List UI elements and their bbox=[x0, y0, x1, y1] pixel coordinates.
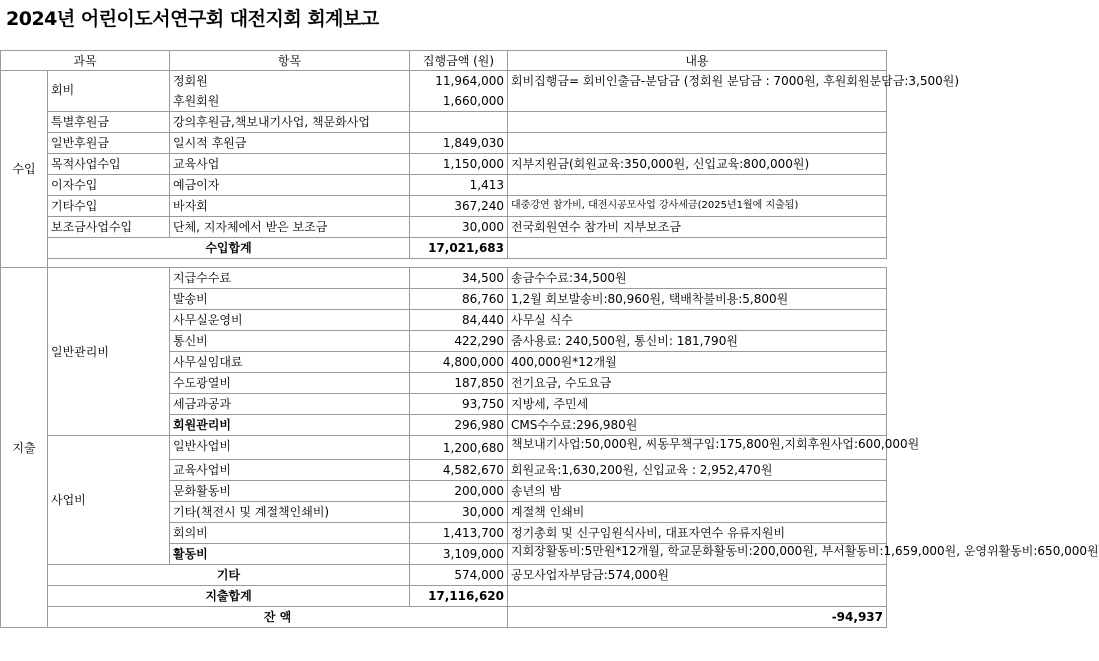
income-category: 특별후원금 bbox=[48, 112, 170, 133]
table-row bbox=[1, 196, 887, 217]
item-name: 문화활동비 bbox=[170, 481, 410, 502]
item-name: 강의후원금,책보내기사업, 책문화사업 bbox=[170, 112, 410, 133]
item-name: 수도광열비 bbox=[170, 373, 410, 394]
balance-label: 잔 액 bbox=[48, 607, 508, 628]
amount-value: 93,750 bbox=[410, 394, 508, 415]
item-name: 회의비 bbox=[170, 523, 410, 544]
description: 책보내기사업:50,000원, 씨동무책구입:175,800원,지회후원사업:600,000원 bbox=[508, 436, 887, 460]
amount-value: 1,413,700 bbox=[410, 523, 508, 544]
table-row bbox=[1, 436, 887, 460]
income-category: 회비 bbox=[48, 71, 170, 112]
description: 전기요금, 수도요금 bbox=[508, 373, 887, 394]
item-name: 사무실운영비 bbox=[170, 310, 410, 331]
income-section-label: 수입 bbox=[1, 71, 48, 268]
item-name: 발송비 bbox=[170, 289, 410, 310]
amount-value: 1,200,680 bbox=[410, 436, 508, 460]
amount-value: 34,500 bbox=[410, 268, 508, 289]
table-row bbox=[1, 133, 887, 154]
header-category: 과목 bbox=[1, 51, 170, 71]
description: 회원교육:1,630,200원, 신입교육 : 2,952,470원 bbox=[508, 460, 887, 481]
item-name: 기타(책전시 및 계절책인쇄비) bbox=[170, 502, 410, 523]
amount-value: 30,000 bbox=[410, 217, 508, 238]
table-row bbox=[1, 175, 887, 196]
expense-total-row bbox=[1, 586, 887, 607]
income-category: 목적사업수입 bbox=[48, 154, 170, 175]
income-total-amount: 17,021,683 bbox=[410, 238, 508, 259]
empty-cell bbox=[508, 586, 887, 607]
amount-value: 1,413 bbox=[410, 175, 508, 196]
amount-value: 30,000 bbox=[410, 502, 508, 523]
item-name: 통신비 bbox=[170, 331, 410, 352]
item-name: 회원관리비 bbox=[170, 415, 410, 436]
item-name: 일시적 후원금 bbox=[170, 133, 410, 154]
table-row bbox=[1, 112, 887, 133]
amount-cell bbox=[410, 71, 508, 112]
item-name: 활동비 bbox=[170, 544, 410, 565]
income-total-row bbox=[1, 238, 887, 259]
header-row bbox=[1, 51, 887, 71]
amount-value: 4,582,670 bbox=[410, 460, 508, 481]
amount-value: 11,964,000 bbox=[435, 74, 504, 88]
amount-value: 84,440 bbox=[410, 310, 508, 331]
item-name: 교육사업비 bbox=[170, 460, 410, 481]
description: 회비집행금= 회비인출금-분담금 (정회원 분담금 : 7000원, 후원회원분담금:3,500원) bbox=[508, 71, 887, 112]
item-name: 후원회원 bbox=[173, 94, 220, 108]
description: 지방세, 주민세 bbox=[508, 394, 887, 415]
amount-value: 296,980 bbox=[410, 415, 508, 436]
expense-section-label: 지출 bbox=[1, 268, 48, 628]
income-category: 이자수입 bbox=[48, 175, 170, 196]
report-title: 2024년 어린이도서연구회 대전지회 회계보고 bbox=[6, 8, 379, 30]
header-item: 항목 bbox=[170, 51, 410, 71]
table-row bbox=[1, 154, 887, 175]
item-name: 바자회 bbox=[170, 196, 410, 217]
description: 대중강연 참가비, 대전시공모사업 강사세금(2025년1월에 지출됨) bbox=[508, 196, 887, 217]
income-category: 일반후원금 bbox=[48, 133, 170, 154]
amount-value: 200,000 bbox=[410, 481, 508, 502]
description: CMS수수료:296,980원 bbox=[508, 415, 887, 436]
expense-etc-label: 기타 bbox=[48, 565, 410, 586]
description: 사무실 식수 bbox=[508, 310, 887, 331]
accounting-table bbox=[0, 50, 1099, 628]
amount-value bbox=[410, 112, 508, 133]
amount-value: 1,660,000 bbox=[442, 94, 504, 108]
description: 400,000원*12개월 bbox=[508, 352, 887, 373]
description: 정기총회 및 신구임원식사비, 대표자연수 유류지원비 bbox=[508, 523, 887, 544]
expense-total-amount: 17,116,620 bbox=[410, 586, 508, 607]
description: 송금수수료:34,500원 bbox=[508, 268, 887, 289]
description: 공모사업자부담금:574,000원 bbox=[508, 565, 887, 586]
empty-cell bbox=[508, 238, 887, 259]
expense-category: 사업비 bbox=[48, 436, 170, 565]
amount-value: 3,109,000 bbox=[410, 544, 508, 565]
header-description: 내용 bbox=[508, 51, 887, 71]
description: 1,2월 회보발송비:80,960원, 택배착불비용:5,800원 bbox=[508, 289, 887, 310]
table-row bbox=[1, 71, 887, 112]
expense-total-label: 지출합계 bbox=[48, 586, 410, 607]
expense-category: 일반관리비 bbox=[48, 268, 170, 436]
description: 지부지원금(회원교육:350,000원, 신입교육:800,000원) bbox=[508, 154, 887, 175]
amount-value: 1,150,000 bbox=[410, 154, 508, 175]
header-amount: 집행금액 (원) bbox=[410, 51, 508, 71]
item-name: 예금이자 bbox=[170, 175, 410, 196]
balance-amount: -94,937 bbox=[508, 607, 887, 628]
section-spacer-row bbox=[1, 259, 887, 268]
item-cell bbox=[170, 71, 410, 112]
amount-value: 367,240 bbox=[410, 196, 508, 217]
item-name: 사무실임대료 bbox=[170, 352, 410, 373]
amount-value: 574,000 bbox=[410, 565, 508, 586]
table-row bbox=[1, 217, 887, 238]
balance-row bbox=[1, 607, 887, 628]
description bbox=[508, 133, 887, 154]
description bbox=[508, 112, 887, 133]
table-row bbox=[1, 565, 887, 586]
description: 전국회원연수 참가비 지부보조금 bbox=[508, 217, 887, 238]
table-row bbox=[1, 268, 887, 289]
item-name: 세금과공과 bbox=[170, 394, 410, 415]
item-name: 지급수수료 bbox=[170, 268, 410, 289]
amount-value: 187,850 bbox=[410, 373, 508, 394]
description: 계절책 인쇄비 bbox=[508, 502, 887, 523]
spacer-cell bbox=[48, 259, 887, 268]
item-name: 교육사업 bbox=[170, 154, 410, 175]
amount-value: 86,760 bbox=[410, 289, 508, 310]
amount-value: 422,290 bbox=[410, 331, 508, 352]
income-total-label: 수입합계 bbox=[48, 238, 410, 259]
description bbox=[508, 175, 887, 196]
income-category: 기타수입 bbox=[48, 196, 170, 217]
description: 줌사용료: 240,500원, 통신비: 181,790원 bbox=[508, 331, 887, 352]
description: 송년의 밤 bbox=[508, 481, 887, 502]
item-name: 정회원 bbox=[173, 74, 208, 88]
description: 지회장활동비:5만원*12개월, 학교문화활동비:200,000원, 부서활동비:1,659,000원, 운영위활동비:650,000원 bbox=[508, 544, 887, 565]
amount-value: 1,849,030 bbox=[410, 133, 508, 154]
item-name: 단체, 지자체에서 받은 보조금 bbox=[170, 217, 410, 238]
amount-value: 4,800,000 bbox=[410, 352, 508, 373]
item-name: 일반사업비 bbox=[170, 436, 410, 460]
income-category: 보조금사업수입 bbox=[48, 217, 170, 238]
